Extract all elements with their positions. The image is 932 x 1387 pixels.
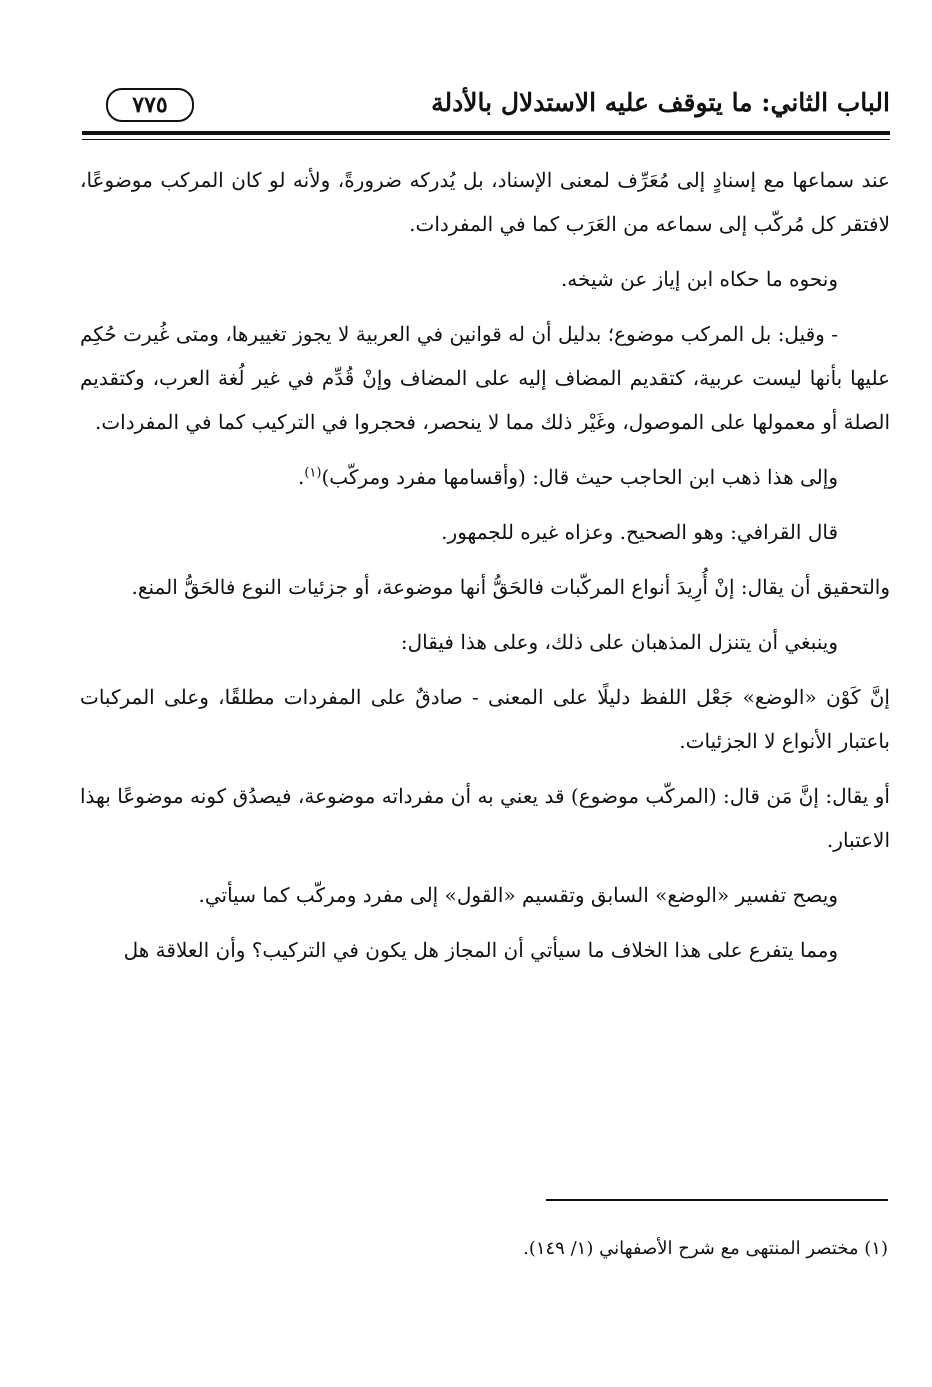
paragraph-text: وإلى هذا ذهب ابن الحاجب حيث قال: (وأقسامها مفرد ومركّب)	[321, 465, 838, 489]
paragraph: قال القرافي: وهو الصحيح. وعزاه غيره للجمهور.	[441, 520, 838, 544]
page-header	[82, 88, 890, 128]
paragraph: ومما يتفرع على هذا الخلاف ما سيأتي أن المجاز هل يكون في التركيب؟ وأن العلاقة هل	[123, 938, 838, 962]
paragraph: إنَّ كَوْن «الوضع» جَعْل اللفظ دليلًا على المعنى - صادقٌ على المفردات مطلقًا، وعلى المركبات باعتبار الأنواع لا الجزئيات.	[80, 685, 890, 753]
footnote-reference: (١)	[304, 465, 322, 481]
header-rule-thick	[82, 131, 890, 135]
paragraph: - وقيل: بل المركب موضوع؛ بدليل أن له قوانين في العربية لا يجوز تغييرها، ومتى غُيرت حُكِم عليها بأنها ليست عربية، كتقديم المضاف إليه على المضاف وإنْ قُدِّم في غير لُغة العرب، وكتقديم الصلة أو معمولها على الموصول، وغَيْر ذلك مما لا ينحصر، فحجروا في التركيب كما في المفردات.	[80, 322, 890, 434]
sentence-end: .	[297, 465, 305, 489]
footnote-separator	[546, 1199, 888, 1201]
paragraph: أو يقال: إنَّ مَن قال: (المركّب موضوع) قد يعني به أن مفرداته موضوعة، فيصدُق كونه موضوعًا بهذا الاعتبار.	[80, 784, 890, 852]
chapter-title: الباب الثاني: ما يتوقف عليه الاستدلال بالأدلة	[431, 88, 890, 117]
paragraph: والتحقيق أن يقال: إنْ أُرِيدَ أنواع المركّبات فالحَقُّ أنها موضوعة، أو جزئيات النوع فالحَقُّ المنع.	[131, 575, 890, 599]
footnote: (١) مختصر المنتهى مع شرح الأصفهاني (١/ ١٤٩).	[523, 1238, 888, 1259]
main-text	[80, 158, 890, 983]
paragraph-with-footnote	[80, 455, 890, 499]
page-number-badge: ٧٧٥	[106, 88, 194, 122]
paragraph: ونحوه ما حكاه ابن إياز عن شيخه.	[560, 267, 838, 291]
header-rule-thin	[82, 139, 890, 140]
paragraph: ويصح تفسير «الوضع» السابق وتقسيم «القول» إلى مفرد ومركّب كما سيأتي.	[198, 883, 838, 907]
paragraph: عند سماعها مع إسنادٍ إلى مُعَرِّف لمعنى الإسناد، بل يُدركه ضرورةً، ولأنه لو كان المركب موضوعًا، لافتقر كل مُركّب إلى سماعه من العَرَب كما في المفردات.	[80, 168, 890, 236]
paragraph: وينبغي أن يتنزل المذهبان على ذلك، وعلى هذا فيقال:	[400, 630, 838, 654]
